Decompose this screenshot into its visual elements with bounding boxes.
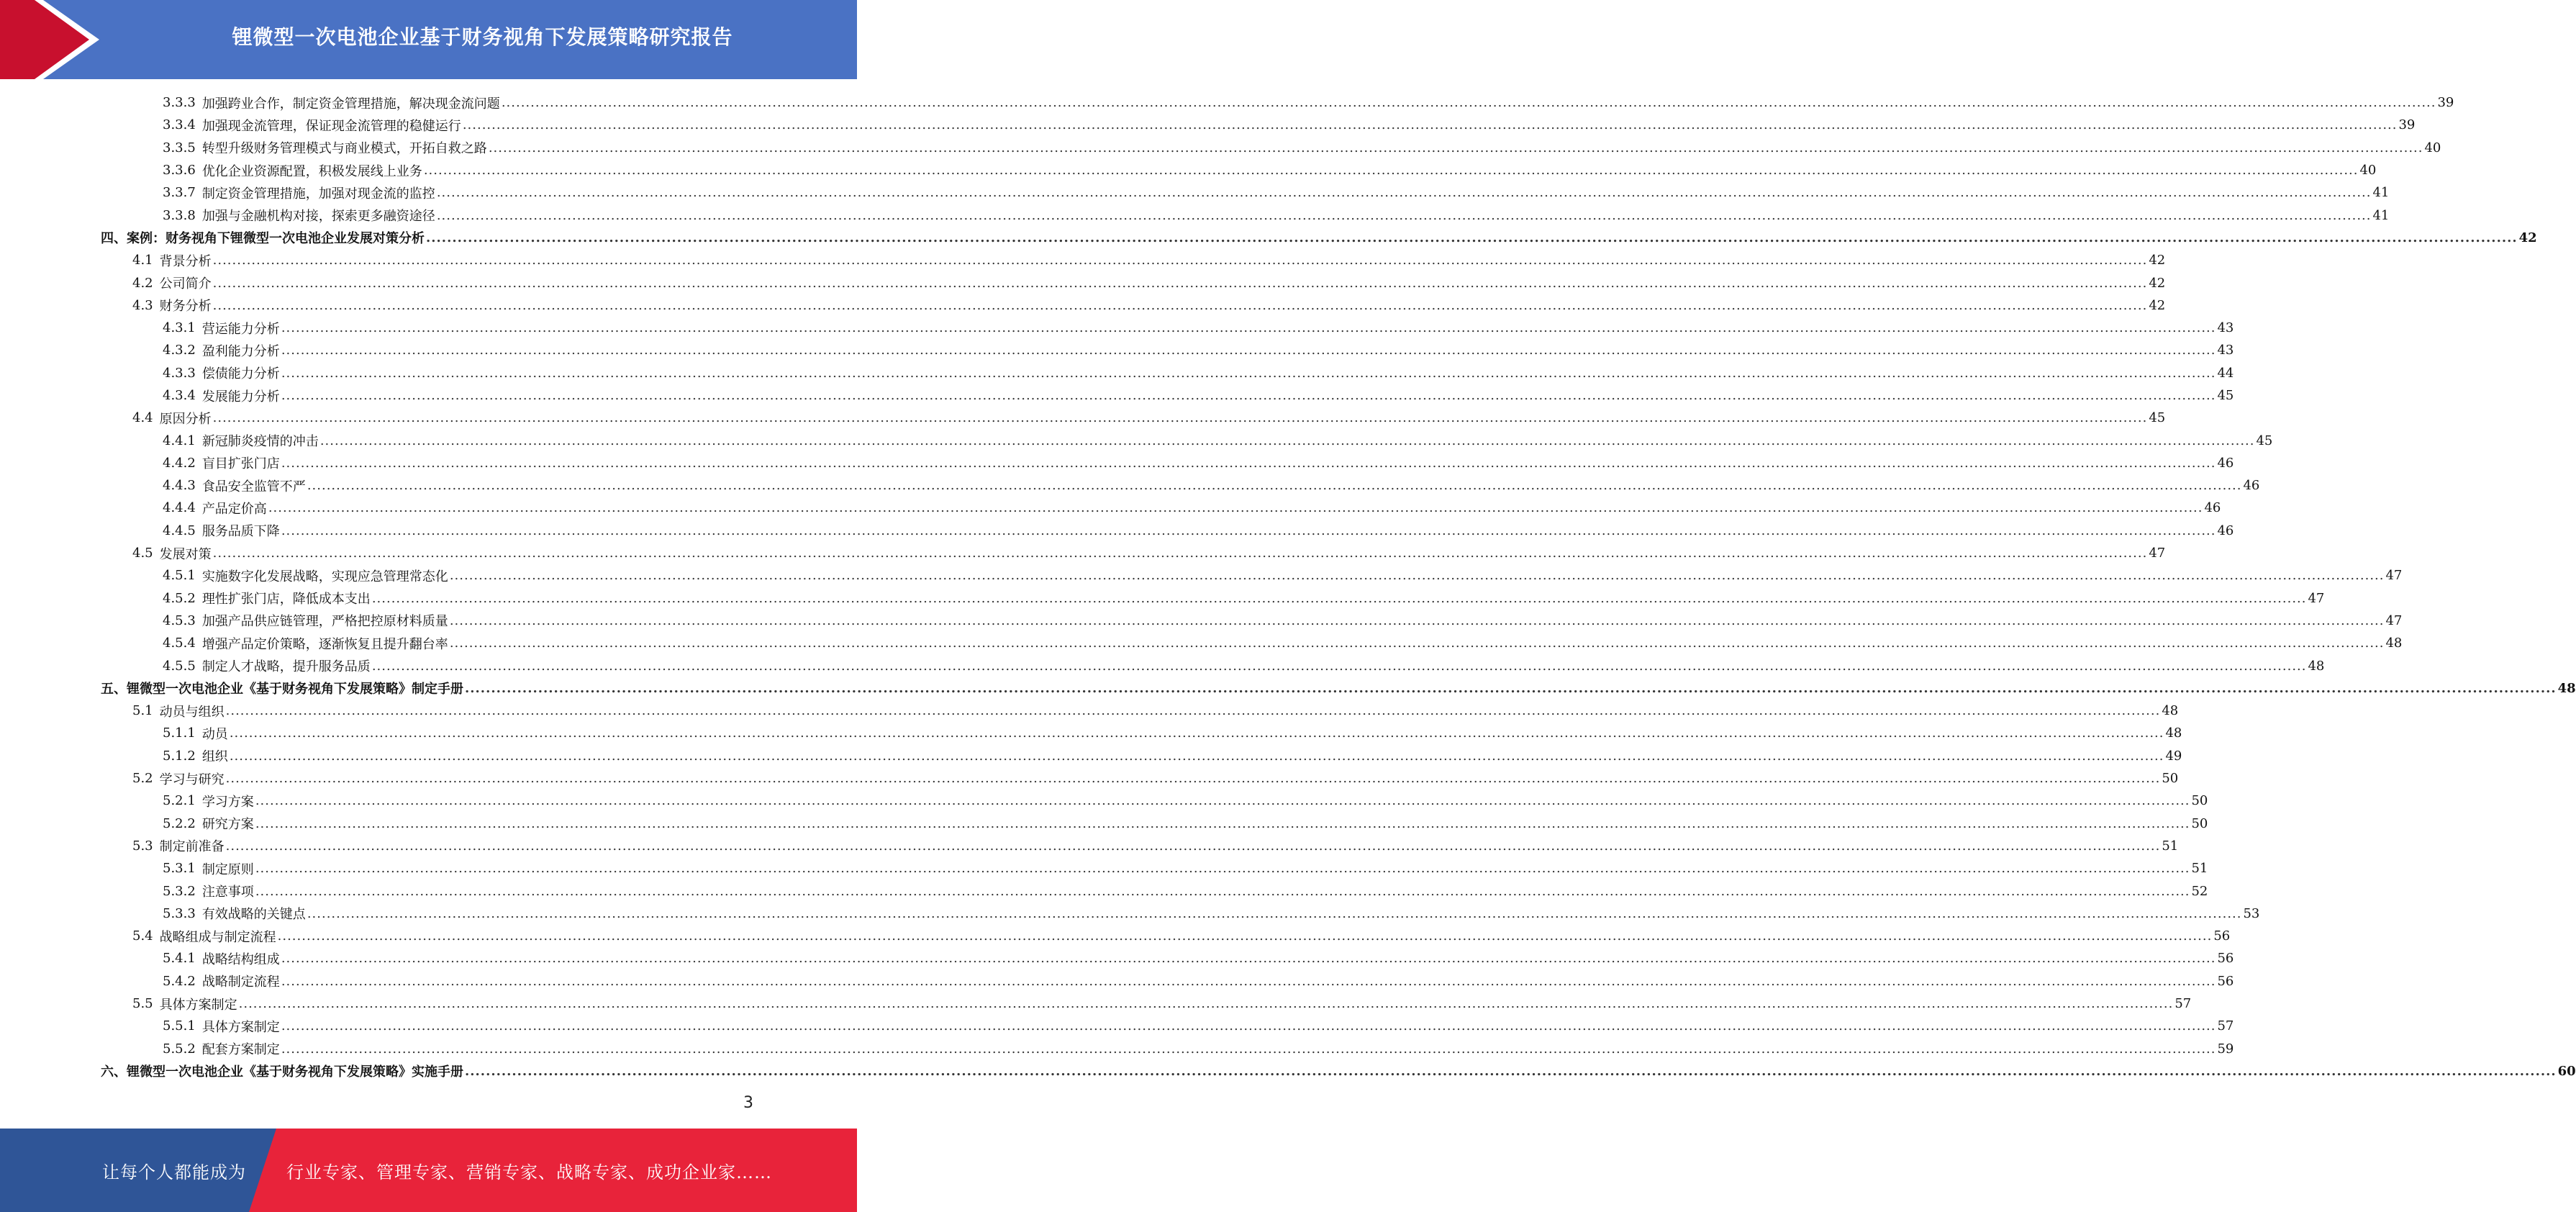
toc-entry-title: 公司简介 [159,276,212,292]
toc-entry-number: 4.3.3 [163,365,196,381]
toc-entry[interactable] [101,474,2260,497]
toc-entry-title: 锂微型一次电池企业《基于财务视角下发展策略》实施手册 [127,1064,463,1080]
toc-entry-number: 5.2 [132,771,153,787]
toc-dot-leader: ................................................................................................................................................................................................................................................................................................................................................................................................................ [436,207,2372,223]
toc-entry-number: 4.4.4 [163,500,196,516]
toc-entry-title: 战略结构组成 [201,951,280,967]
toc-entry[interactable] [101,520,2234,542]
toc-dot-leader: ................................................................................................................................................................................................................................................................................................................................................................................................................ [281,973,2216,989]
toc-entry-title: 战略制定流程 [201,974,280,990]
toc-entry-title: 动员与组织 [159,704,225,720]
toc-entry[interactable] [101,835,2179,857]
toc-entry-number: 4.5 [132,546,153,561]
toc-entry-title: 优化企业资源配置，积极发展线上业务 [201,163,422,179]
toc-entry-number: 4.5.2 [163,590,196,606]
toc-entry-number: 4.5.1 [163,568,196,584]
toc-entry-page: 56 [2217,973,2234,989]
toc-entry-title: 研究方案 [201,817,254,833]
toc-entry[interactable] [101,452,2234,474]
toc-entry-page: 57 [2217,1018,2234,1034]
toc-dot-leader: ................................................................................................................................................................................................................................................................................................................................................................................................................ [281,365,2216,381]
toc-entry-title: 学习方案 [201,794,254,810]
toc-dot-leader: ................................................................................................................................................................................................................................................................................................................................................................................................................ [281,455,2216,471]
toc-entry-number: 4.1 [132,253,153,268]
toc-entry-number: 四、 [101,231,127,247]
toc-entry-title: 发展能力分析 [201,389,280,404]
toc-entry-number: 3.3.3 [163,95,196,111]
toc-entry-page: 46 [2217,455,2234,471]
toc-entry-number: 五、 [101,682,127,697]
toc-entry-title: 具体方案制定 [201,1019,280,1035]
toc-entry-number: 六、 [101,1064,127,1080]
toc-entry-page: 45 [2217,388,2234,403]
page-header [0,0,857,79]
toc-entry[interactable] [101,925,2231,947]
toc-entry-page: 44 [2217,365,2234,381]
toc-entry-title: 偿债能力分析 [201,366,280,382]
toc-entry-page: 41 [2372,185,2390,201]
toc-dot-leader: ................................................................................................................................................................................................................................................................................................................................................................................................................ [212,275,2148,291]
toc-entry-number: 4.3 [132,297,153,313]
toc-entry[interactable] [101,429,2273,451]
toc-dot-leader: ................................................................................................................................................................................................................................................................................................................................................................................................................ [255,793,2190,809]
toc-entry-page: 50 [2191,793,2208,809]
toc-entry-number: 5.1 [132,703,153,719]
toc-entry-title: 战略组成与制定流程 [159,929,276,945]
toc-dot-leader: ................................................................................................................................................................................................................................................................................................................................................................................................................ [212,410,2148,426]
toc-entry[interactable] [101,813,2208,835]
toc-entry[interactable] [101,317,2234,339]
toc-entry[interactable] [101,204,2390,226]
toc-entry[interactable] [101,542,2166,564]
toc-dot-leader: ................................................................................................................................................................................................................................................................................................................................................................................................................ [281,523,2216,538]
toc-entry-title: 制定原则 [201,861,254,877]
toc-entry[interactable] [101,700,2179,722]
toc-entry[interactable] [101,857,2208,879]
page-footer [0,1129,857,1212]
toc-entry-title: 制定资金管理措施，加强对现金流的监控 [201,186,435,202]
toc-entry-title: 转型升级财务管理模式与商业模式，开拓自救之路 [201,141,487,157]
toc-entry-title: 注意事项 [201,885,254,900]
toc-entry-title: 制定人才战略，提升服务品质 [201,659,371,675]
toc-entry-number: 5.3 [132,838,153,854]
toc-entry[interactable] [101,227,2537,249]
toc-entry-number: 5.5.1 [163,1018,196,1034]
toc-entry[interactable] [101,879,2208,902]
toc-dot-leader: ................................................................................................................................................................................................................................................................................................................................................................................................................ [462,117,2398,133]
toc-entry-number: 4.4 [132,410,153,426]
toc-entry[interactable] [101,1037,2234,1059]
toc-entry[interactable] [101,407,2166,429]
toc-dot-leader: ................................................................................................................................................................................................................................................................................................................................................................................................................ [268,500,2203,516]
toc-entry-page: 56 [2213,928,2231,944]
page-number: 3 [743,1094,753,1112]
toc-entry[interactable] [101,181,2390,204]
toc-entry[interactable] [101,992,2192,1015]
toc-dot-leader: ................................................................................................................................................................................................................................................................................................................................................................................................................ [488,140,2423,155]
toc-entry-number: 3.3.7 [163,185,196,201]
toc-entry-page: 56 [2217,951,2234,967]
toc-entry-page: 45 [2149,410,2166,426]
toc-dot-leader: ................................................................................................................................................................................................................................................................................................................................................................................................................ [501,95,2436,111]
toc-entry[interactable] [101,745,2182,767]
toc-entry[interactable] [101,654,2325,677]
toc-entry[interactable] [101,91,2454,114]
toc-entry-page: 60 [2557,1063,2576,1079]
toc-dot-leader: ................................................................................................................................................................................................................................................................................................................................................................................................................ [281,388,2216,403]
toc-dot-leader: ................................................................................................................................................................................................................................................................................................................................................................................................................ [277,928,2213,944]
toc-entry-page: 48 [2308,658,2325,674]
toc-entry-title: 理性扩张门店，降低成本支出 [201,592,371,607]
toc-dot-leader: ................................................................................................................................................................................................................................................................................................................................................................................................................ [426,230,2518,245]
toc-dot-leader: ................................................................................................................................................................................................................................................................................................................................................................................................................ [212,546,2148,561]
toc-dot-leader: ................................................................................................................................................................................................................................................................................................................................................................................................................ [449,612,2385,628]
toc-dot-leader: ................................................................................................................................................................................................................................................................................................................................................................................................................ [371,590,2307,606]
toc-entry-title: 产品定价高 [201,501,267,517]
toc-entry[interactable] [101,970,2234,992]
toc-entry[interactable] [101,722,2182,744]
toc-entry-number: 3.3.4 [163,117,196,133]
toc-entry[interactable] [101,362,2234,384]
toc-entry[interactable] [101,137,2441,159]
toc-entry[interactable] [101,587,2325,610]
toc-entry-page: 39 [2398,117,2416,133]
toc-dot-leader: ................................................................................................................................................................................................................................................................................................................................................................................................................ [238,996,2174,1012]
toc-entry-number: 3.3.8 [163,207,196,223]
toc-entry-title: 加强产品供应链管理，严格把控原材料质量 [201,614,448,630]
toc-dot-leader: ................................................................................................................................................................................................................................................................................................................................................................................................................ [307,478,2242,494]
toc-dot-leader: ................................................................................................................................................................................................................................................................................................................................................................................................................ [307,905,2242,921]
toc-entry[interactable] [101,947,2234,969]
toc-entry-number: 5.4 [132,928,153,944]
toc-entry-title: 配套方案制定 [201,1042,280,1058]
toc-entry[interactable] [101,339,2234,361]
toc-entry-title: 案例：财务视角下锂微型一次电池企业发展对策分析 [127,231,425,247]
toc-entry-title: 加强现金流管理，保证现金流管理的稳健运行 [201,118,461,134]
toc-dot-leader: ................................................................................................................................................................................................................................................................................................................................................................................................................ [229,725,2164,741]
toc-entry-page: 48 [2165,725,2182,741]
toc-entry-page: 48 [2162,703,2179,719]
toc-entry-title: 服务品质下降 [201,524,280,540]
toc-dot-leader: ................................................................................................................................................................................................................................................................................................................................................................................................................ [281,1041,2216,1057]
toc-entry-number: 4.2 [132,275,153,291]
toc-entry-title: 营运能力分析 [201,321,280,337]
toc-entry[interactable] [101,114,2416,136]
toc-entry-number: 5.5.2 [163,1041,196,1057]
document-title: 锂微型一次电池企业基于财务视角下发展策略研究报告 [232,25,733,49]
header-arrow-decoration [0,0,115,79]
toc-entry-page: 47 [2149,546,2166,561]
toc-entry-number: 3.3.6 [163,163,196,178]
toc-entry-title: 有效战略的关键点 [201,907,306,923]
toc-dot-leader: ................................................................................................................................................................................................................................................................................................................................................................................................................ [465,680,2557,696]
toc-entry[interactable] [101,677,2576,700]
toc-entry-title: 组织 [201,749,228,765]
toc-entry-page: 59 [2217,1041,2234,1057]
toc-entry-number: 4.3.2 [163,343,196,358]
toc-entry-title: 制定前准备 [159,839,225,855]
toc-entry-title: 加强与金融机构对接，探索更多融资途径 [201,209,435,225]
toc-entry-title: 财务分析 [159,299,212,315]
toc-entry-page: 57 [2174,996,2192,1012]
toc-dot-leader: ................................................................................................................................................................................................................................................................................................................................................................................................................ [281,951,2216,967]
toc-entry-title: 锂微型一次电池企业《基于财务视角下发展策略》制定手册 [127,682,463,697]
toc-dot-leader: ................................................................................................................................................................................................................................................................................................................................................................................................................ [281,320,2216,336]
toc-entry[interactable] [101,294,2166,317]
toc-entry-number: 4.4.5 [163,523,196,538]
toc-entry-number: 3.3.5 [163,140,196,155]
toc-entry-page: 46 [2217,523,2234,538]
toc-entry-number: 4.3.1 [163,320,196,336]
toc-entry-number: 4.5.3 [163,612,196,628]
toc-dot-leader: ................................................................................................................................................................................................................................................................................................................................................................................................................ [371,658,2307,674]
toc-entry-title: 背景分析 [159,253,212,269]
toc-dot-leader: ................................................................................................................................................................................................................................................................................................................................................................................................................ [225,838,2161,854]
toc-dot-leader: ................................................................................................................................................................................................................................................................................................................................................................................................................ [225,703,2161,719]
toc-entry-page: 50 [2162,771,2179,787]
toc-dot-leader: ................................................................................................................................................................................................................................................................................................................................................................................................................ [423,163,2359,178]
toc-entry[interactable] [101,271,2166,294]
toc-entry-page: 42 [2518,230,2537,245]
toc-entry-page: 43 [2217,320,2234,336]
toc-entry-page: 48 [2385,636,2403,651]
toc-entry-title: 动员 [201,726,228,742]
toc-dot-leader: ................................................................................................................................................................................................................................................................................................................................................................................................................ [255,883,2190,899]
toc-entry-page: 53 [2243,905,2260,921]
toc-entry-number: 5.4.2 [163,973,196,989]
toc-dot-leader: ................................................................................................................................................................................................................................................................................................................................................................................................................ [319,433,2255,448]
toc-entry[interactable] [101,790,2208,812]
toc-entry-page: 40 [2424,140,2441,155]
toc-entry-title: 具体方案制定 [159,997,237,1013]
toc-entry-title: 新冠肺炎疫情的冲击 [201,434,319,450]
toc-entry-page: 51 [2191,861,2208,877]
toc-entry-number: 5.1.1 [163,725,196,741]
toc-entry[interactable] [101,610,2403,632]
toc-entry-page: 48 [2557,680,2576,696]
toc-entry-number: 5.3.1 [163,861,196,877]
toc-dot-leader: ................................................................................................................................................................................................................................................................................................................................................................................................................ [212,297,2148,313]
toc-entry-number: 5.2.2 [163,815,196,831]
toc-entry-page: 42 [2149,297,2166,313]
toc-entry-page: 43 [2217,343,2234,358]
toc-entry-number: 5.2.1 [163,793,196,809]
toc-entry[interactable] [101,903,2260,925]
toc-entry[interactable] [101,249,2166,271]
toc-entry-title: 学习与研究 [159,772,225,787]
toc-entry-title: 加强跨业合作，制定资金管理措施，解决现金流问题 [201,96,500,112]
toc-entry-number: 4.4.3 [163,478,196,494]
toc-entry-title: 盲目扩张门店 [201,456,280,472]
toc-dot-leader: ................................................................................................................................................................................................................................................................................................................................................................................................................ [449,568,2385,584]
toc-entry-page: 47 [2308,590,2325,606]
toc-entry-title: 原因分析 [159,411,212,427]
toc-entry[interactable] [101,497,2221,519]
toc-dot-leader: ................................................................................................................................................................................................................................................................................................................................................................................................................ [212,253,2148,268]
toc-dot-leader: ................................................................................................................................................................................................................................................................................................................................................................................................................ [465,1063,2557,1079]
toc-entry-title: 盈利能力分析 [201,343,280,359]
toc-entry-page: 45 [2256,433,2273,448]
toc-entry-page: 42 [2149,253,2166,268]
toc-entry-number: 5.3.2 [163,883,196,899]
toc-entry-number: 5.3.3 [163,905,196,921]
toc-entry[interactable] [101,632,2403,654]
toc-entry-page: 39 [2437,95,2454,111]
footer-slogan-left: 让每个人都能成为 [102,1162,246,1182]
toc-entry-number: 4.5.5 [163,658,196,674]
toc-entry-page: 52 [2191,883,2208,899]
toc-dot-leader: ................................................................................................................................................................................................................................................................................................................................................................................................................ [255,815,2190,831]
toc-entry-number: 4.4.1 [163,433,196,448]
toc-entry-page: 49 [2165,748,2182,764]
toc-entry-page: 47 [2385,612,2403,628]
toc-entry[interactable] [101,1015,2234,1037]
toc-entry-page: 50 [2191,815,2208,831]
toc-entry-title: 实施数字化发展战略，实现应急管理常态化 [201,569,448,584]
toc-entry-title: 发展对策 [159,546,212,562]
toc-entry-number: 4.4.2 [163,455,196,471]
toc-entry[interactable] [101,767,2179,790]
toc-entry[interactable] [101,384,2234,407]
toc-entry-page: 40 [2359,163,2377,178]
toc-dot-leader: ................................................................................................................................................................................................................................................................................................................................................................................................................ [255,861,2190,877]
toc-dot-leader: ................................................................................................................................................................................................................................................................................................................................................................................................................ [281,1018,2216,1034]
toc-entry-title: 食品安全监管不严 [201,479,306,494]
toc-entry-page: 46 [2204,500,2221,516]
toc-entry-number: 4.3.4 [163,388,196,403]
toc-entry-number: 5.4.1 [163,951,196,967]
toc-entry-page: 42 [2149,275,2166,291]
toc-dot-leader: ................................................................................................................................................................................................................................................................................................................................................................................................................ [229,748,2164,764]
toc-entry[interactable] [101,159,2377,181]
toc-entry-title: 增强产品定价策略，逐渐恢复且提升翻台率 [201,636,448,652]
toc-entry[interactable] [101,564,2403,587]
toc-dot-leader: ................................................................................................................................................................................................................................................................................................................................................................................................................ [436,185,2372,201]
toc-entry-page: 47 [2385,568,2403,584]
toc-entry-number: 4.5.4 [163,636,196,651]
toc-entry-page: 41 [2372,207,2390,223]
toc-entry-number: 5.5 [132,996,153,1012]
table-of-contents [101,91,2576,1082]
footer-slogan-right: 行业专家、管理专家、营销专家、战略专家、成功企业家…… [286,1162,772,1182]
toc-entry-page: 46 [2243,478,2260,494]
toc-entry[interactable] [101,1060,2576,1082]
toc-dot-leader: ................................................................................................................................................................................................................................................................................................................................................................................................................ [225,771,2161,787]
toc-entry-page: 51 [2162,838,2179,854]
toc-dot-leader: ................................................................................................................................................................................................................................................................................................................................................................................................................ [281,343,2216,358]
toc-entry-number: 5.1.2 [163,748,196,764]
toc-dot-leader: ................................................................................................................................................................................................................................................................................................................................................................................................................ [449,636,2385,651]
